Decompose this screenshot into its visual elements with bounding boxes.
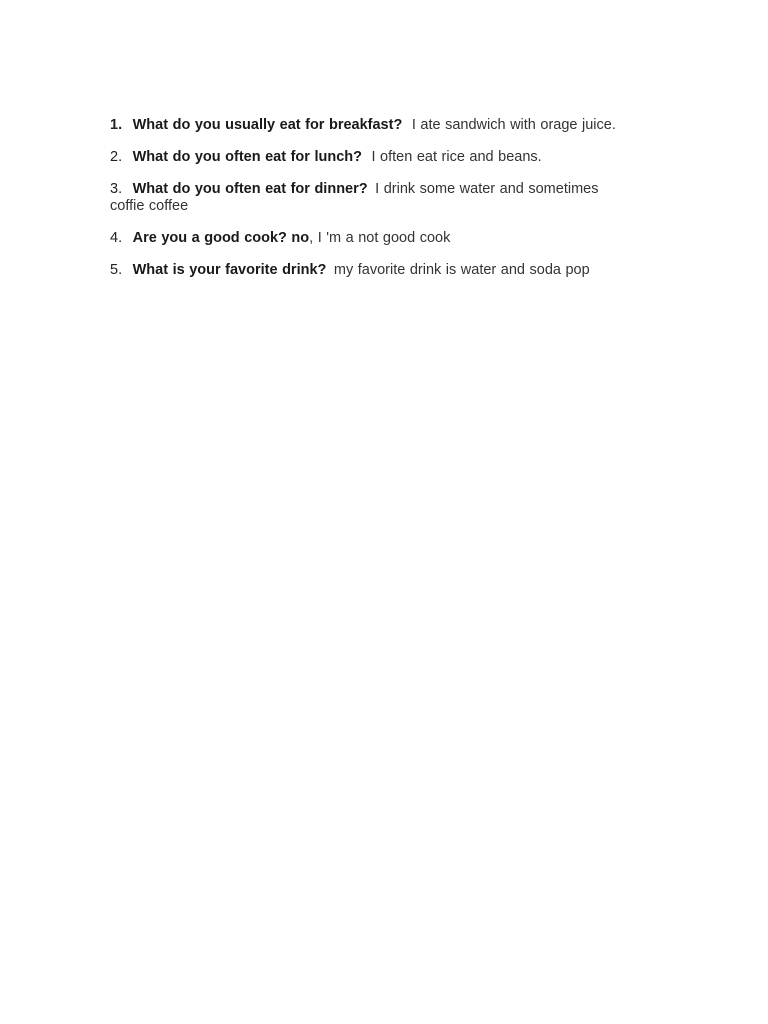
question-text: What is your favorite drink? xyxy=(132,262,327,278)
item-number: 5. xyxy=(110,262,123,278)
answer-text: , I 'm a not good cook xyxy=(309,230,451,246)
list-item-breakfast xyxy=(110,117,620,134)
answer-text: my favorite drink is water and soda pop xyxy=(333,262,590,278)
answer-text: I ate sandwich with orage juice. xyxy=(411,117,616,133)
list-item-dinner xyxy=(110,181,620,215)
question-text: Are you a good cook? no xyxy=(132,230,310,246)
answer-text: I drink some water and sometimes coffie coffee xyxy=(110,181,599,214)
item-number: 1. xyxy=(110,117,123,133)
item-number: 3. xyxy=(110,181,123,197)
list-item-lunch xyxy=(110,149,620,166)
question-text: What do you often eat for dinner? xyxy=(132,181,368,197)
question-answer-list xyxy=(110,117,620,294)
question-text: What do you usually eat for breakfast? xyxy=(132,117,403,133)
list-item-drink xyxy=(110,262,620,279)
list-item-cook xyxy=(110,230,620,247)
question-text: What do you often eat for lunch? xyxy=(132,149,362,165)
item-number: 4. xyxy=(110,230,123,246)
answer-text: I often eat rice and beans. xyxy=(371,149,542,165)
item-number: 2. xyxy=(110,149,123,165)
